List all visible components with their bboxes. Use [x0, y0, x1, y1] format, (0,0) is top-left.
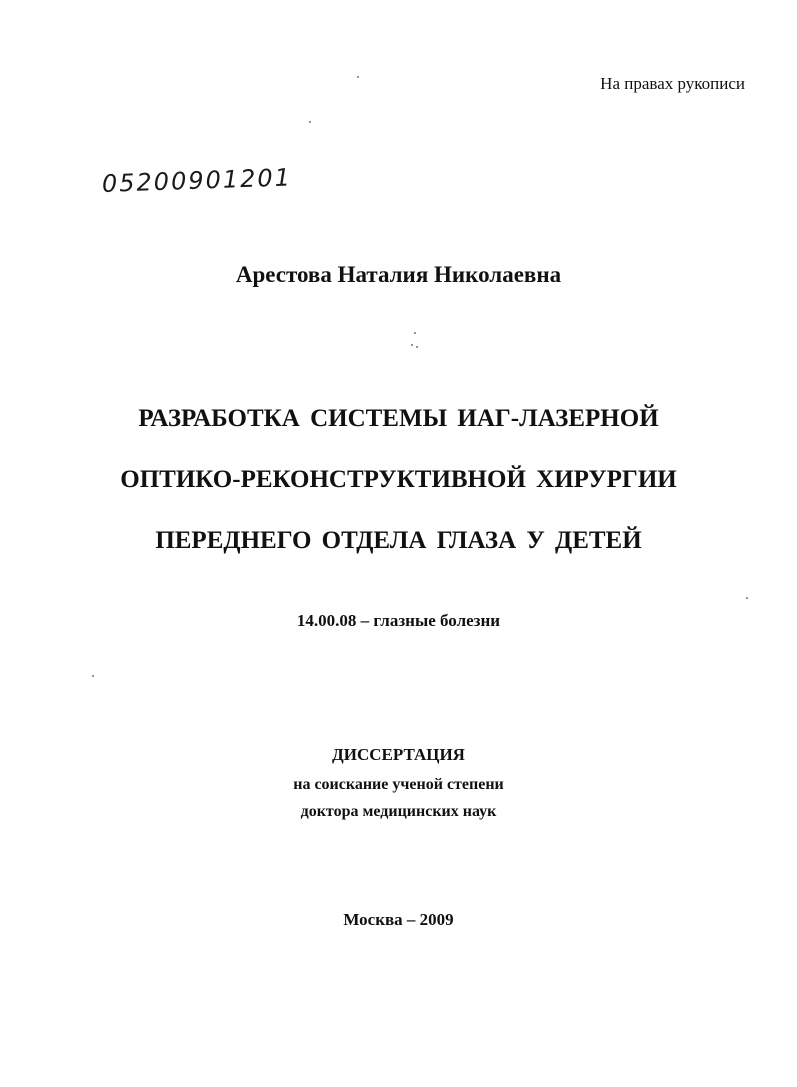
scan-speck: [414, 332, 416, 334]
scan-speck: [92, 675, 94, 677]
title-line-1: РАЗРАБОТКА СИСТЕМЫ ИАГ-ЛАЗЕРНОЙ: [138, 405, 659, 432]
scan-speck: [411, 344, 413, 346]
city-year: Москва – 2009: [343, 910, 454, 929]
specialty-code: 14.00.08 – глазные болезни: [296, 611, 501, 630]
author-name: Арестова Наталия Николаевна: [235, 262, 562, 287]
handwritten-archive-number: 05200901201: [101, 163, 293, 198]
scan-speck: [357, 76, 359, 78]
title-line-3: ПЕРЕДНЕГО ОТДЕЛА ГЛАЗА У ДЕТЕЙ: [155, 527, 642, 554]
degree-line-2: доктора медицинских наук: [300, 803, 497, 820]
dissertation-type: ДИССЕРТАЦИЯ: [332, 745, 465, 764]
scan-speck: [416, 346, 418, 348]
scan-speck: [746, 597, 748, 599]
degree-line-1: на соискание ученой степени: [293, 776, 504, 793]
scan-speck: [309, 121, 311, 123]
title-line-2: ОПТИКО-РЕКОНСТРУКТИВНОЙ ХИРУРГИИ: [120, 466, 677, 493]
rights-notice: На правах рукописи: [600, 74, 745, 93]
